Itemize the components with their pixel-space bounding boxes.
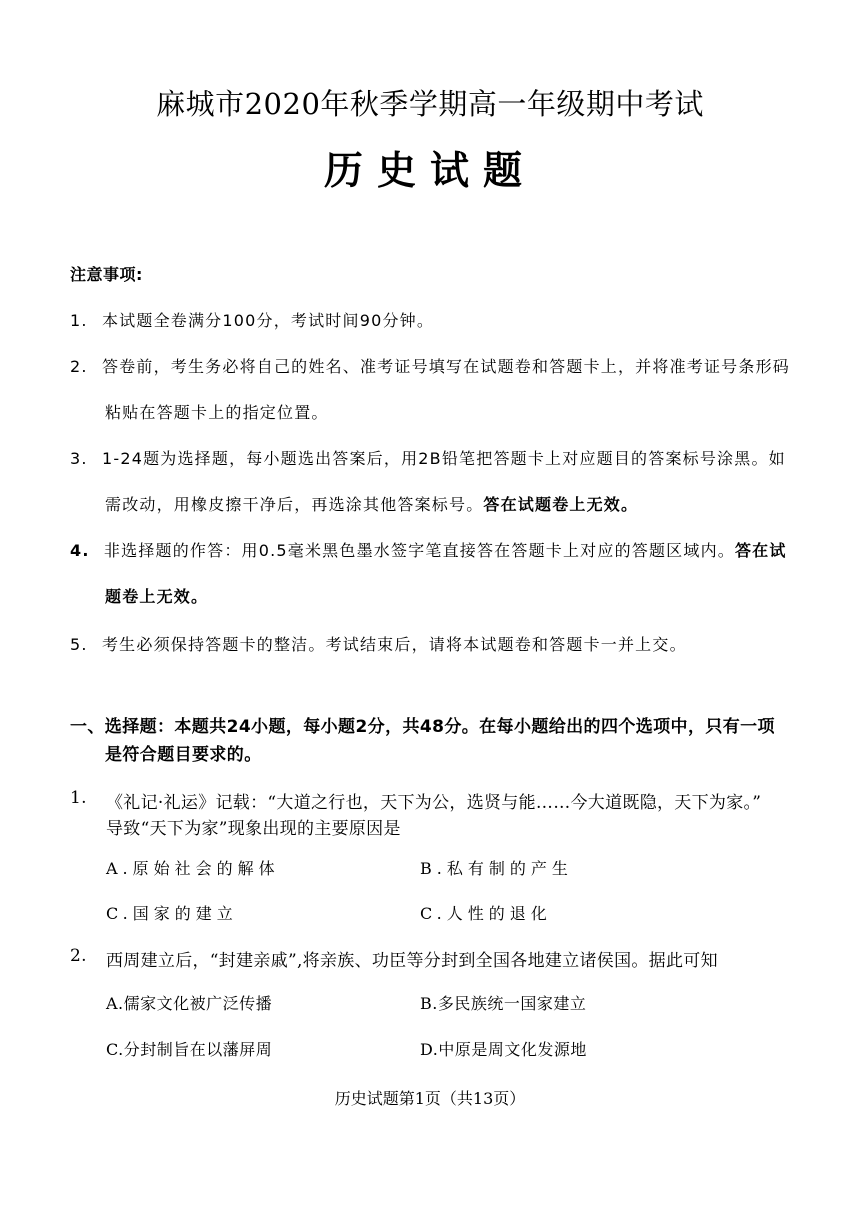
note-number: 4. <box>70 541 90 560</box>
question-2-stem: 西周建立后，“封建亲戚”,将亲族、功臣等分封到全国各地建立诸侯国。据此可知 <box>106 951 718 971</box>
note-number: 5. <box>70 635 88 654</box>
note-text: 答卷前，考生务必将自己的姓名、准考证号填写在试题卷和答题卡上，并将准考证号条形码 <box>101 357 790 376</box>
note-item-1 <box>70 308 434 331</box>
section-heading: 一、选择题：本题共24小题，每小题2分，共48分。在每小题给出的四个选项中，只有一项 <box>70 717 775 737</box>
note-item-5 <box>70 632 687 655</box>
question-1-option-a: A.原始社会的解体 <box>106 859 280 878</box>
note-text: 本试题全卷满分100分，考试时间90分钟。 <box>101 311 435 330</box>
question-1-option-b: B.私有制的产生 <box>420 859 573 878</box>
note-emphasis: 答在试 <box>734 541 787 560</box>
question-2-number: 2. <box>70 946 87 966</box>
note-number: 2. <box>70 357 88 376</box>
note-text: 需改动，用橡皮擦干净后，再选涂其他答案标号。 <box>105 495 484 514</box>
question-1-stem-continued: 导致“天下为家”现象出现的主要原因是 <box>106 819 401 839</box>
note-text: 考生必须保持答题卡的整洁。考试结束后，请将本试题卷和答题卡一并上交。 <box>101 635 687 654</box>
note-item-2-continued: 粘贴在答题卡上的指定位置。 <box>105 403 329 422</box>
note-item-4-continued: 题卷上无效。 <box>105 587 209 606</box>
exam-title: 麻城市2020年秋季学期高一年级期中考试 <box>156 87 704 121</box>
note-emphasis: 答在试题卷上无效。 <box>483 495 639 514</box>
question-2-option-d: D.中原是周文化发源地 <box>420 1040 587 1059</box>
note-item-3 <box>70 446 786 469</box>
note-text: 1-24题为选择题，每小题选出答案后，用2B铅笔把答题卡上对应题目的答案标号涂黑。如 <box>101 449 786 468</box>
question-1-stem: 《礼记·礼运》记载：“大道之行也，天下为公，选贤与能……今大道既隐，天下为家。” <box>106 793 762 813</box>
note-item-2 <box>70 354 790 377</box>
section-heading-continued: 是符合题目要求的。 <box>105 745 262 765</box>
note-item-3-continued <box>105 492 638 515</box>
question-1-number: 1. <box>70 788 87 808</box>
note-text: 非选择题的作答：用0.5毫米黑色墨水签字笔直接答在答题卡上对应的答题区域内。 <box>103 541 735 560</box>
note-number: 3. <box>70 449 88 468</box>
question-1-option-c: C.国家的建立 <box>106 904 238 923</box>
subject-title: 历史试题 <box>323 148 536 194</box>
note-number: 1. <box>70 311 88 330</box>
question-2-option-c: C.分封制旨在以藩屏周 <box>106 1040 273 1059</box>
note-item-4 <box>70 538 787 561</box>
question-1-option-d: C.人性的退化 <box>420 904 552 923</box>
question-2-option-b: B.多民族统一国家建立 <box>420 994 587 1013</box>
page-footer: 历史试题第1页（共13页） <box>334 1089 526 1108</box>
question-2-option-a: A.儒家文化被广泛传播 <box>106 994 273 1013</box>
notes-heading: 注意事项: <box>70 265 143 284</box>
